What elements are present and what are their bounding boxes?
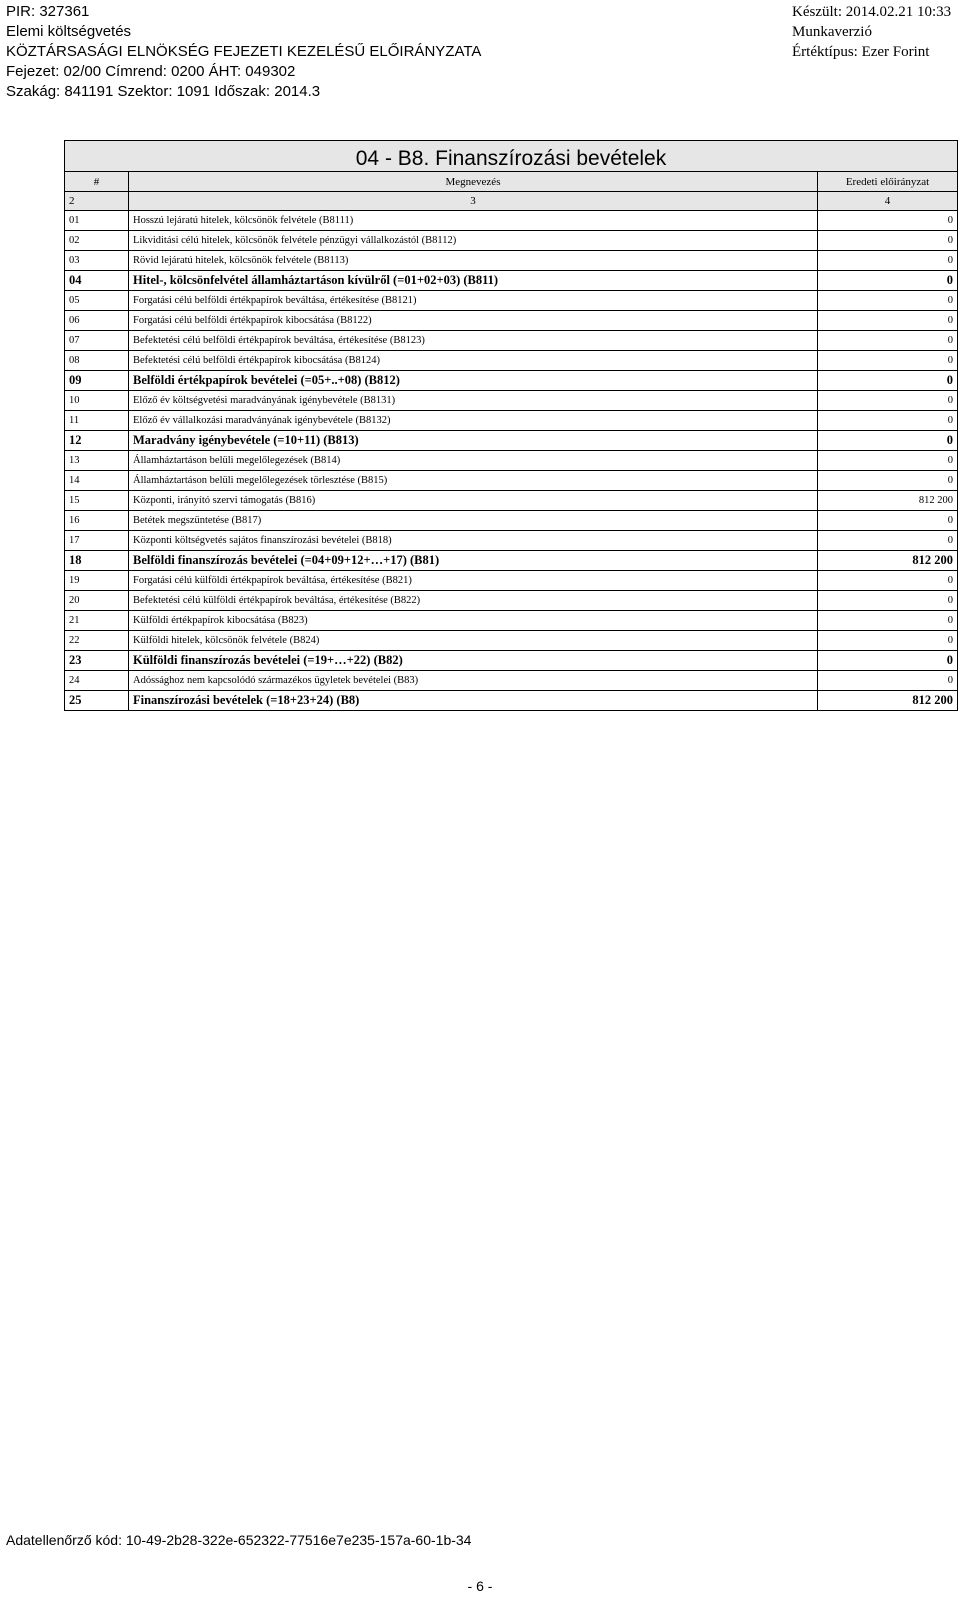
row-value: 0 — [818, 651, 958, 671]
row-name: Finanszírozási bevételek (=18+23+24) (B8) — [129, 691, 818, 711]
table-row — [65, 271, 958, 291]
row-number: 06 — [65, 311, 129, 331]
table-row — [65, 471, 958, 491]
report-header-right — [792, 2, 951, 62]
row-number: 07 — [65, 331, 129, 351]
column-header-name: Megnevezés — [129, 172, 818, 192]
table-row — [65, 391, 958, 411]
table-row — [65, 631, 958, 651]
table-row — [65, 571, 958, 591]
row-number: 12 — [65, 431, 129, 451]
row-name: Államháztartáson belüli megelőlegezések törlesztése (B815) — [129, 471, 818, 491]
row-value: 0 — [818, 231, 958, 251]
row-number: 09 — [65, 371, 129, 391]
row-number: 03 — [65, 251, 129, 271]
row-value: 0 — [818, 611, 958, 631]
validation-code: Adatellenőrző kód: 10-49-2b28-322e-652322-77516e7e235-157a-60-1b-34 — [6, 1532, 472, 1548]
row-value: 812 200 — [818, 691, 958, 711]
table-body — [65, 211, 958, 711]
table-row — [65, 331, 958, 351]
finance-revenue-table — [64, 140, 958, 711]
row-number: 14 — [65, 471, 129, 491]
row-name: Külföldi finanszírozás bevételei (=19+…+22) (B82) — [129, 651, 818, 671]
row-number: 05 — [65, 291, 129, 311]
row-value: 0 — [818, 671, 958, 691]
row-number: 15 — [65, 491, 129, 511]
row-number: 25 — [65, 691, 129, 711]
row-name: Külföldi értékpapírok kibocsátása (B823) — [129, 611, 818, 631]
table-row — [65, 231, 958, 251]
table-row — [65, 431, 958, 451]
report-header-left — [6, 2, 481, 102]
row-name: Betétek megszüntetése (B817) — [129, 511, 818, 531]
row-number: 11 — [65, 411, 129, 431]
row-value: 0 — [818, 331, 958, 351]
table-row — [65, 251, 958, 271]
row-name: Előző év vállalkozási maradványának igénybevétele (B8132) — [129, 411, 818, 431]
row-value: 0 — [818, 511, 958, 531]
row-number: 19 — [65, 571, 129, 591]
row-number: 16 — [65, 511, 129, 531]
table-row — [65, 371, 958, 391]
row-name: Likviditási célú hitelek, kölcsönök felvétele pénzügyi vállalkozástól (B8112) — [129, 231, 818, 251]
column-number-4: 4 — [818, 192, 958, 211]
table-title: 04 - B8. Finanszírozási bevételek — [65, 141, 958, 172]
row-value: 0 — [818, 631, 958, 651]
table-row — [65, 211, 958, 231]
row-name: Forgatási célú belföldi értékpapírok beváltása, értékesítése (B8121) — [129, 291, 818, 311]
row-value: 0 — [818, 451, 958, 471]
row-name: Előző év költségvetési maradványának igénybevétele (B8131) — [129, 391, 818, 411]
chapter-line: Fejezet: 02/00 Címrend: 0200 ÁHT: 049302 — [6, 63, 296, 80]
row-name: Maradvány igénybevétele (=10+11) (B813) — [129, 431, 818, 451]
row-number: 13 — [65, 451, 129, 471]
row-value: 0 — [818, 571, 958, 591]
value-type: Értéktípus: Ezer Forint — [792, 44, 930, 60]
table-row — [65, 491, 958, 511]
table-row — [65, 531, 958, 551]
table-row — [65, 451, 958, 471]
row-number: 17 — [65, 531, 129, 551]
row-name: Államháztartáson belüli megelőlegezések (B814) — [129, 451, 818, 471]
column-number-3: 3 — [129, 192, 818, 211]
column-number-row — [65, 192, 958, 211]
column-number-2: 2 — [65, 192, 129, 211]
row-name: Adóssághoz nem kapcsolódó származékos ügyletek bevételei (B83) — [129, 671, 818, 691]
row-value: 812 200 — [818, 491, 958, 511]
column-header-value: Eredeti előirányzat — [818, 172, 958, 192]
table-row — [65, 591, 958, 611]
row-value: 0 — [818, 211, 958, 231]
column-header-row — [65, 172, 958, 192]
row-number: 23 — [65, 651, 129, 671]
row-name: Befektetési célú belföldi értékpapírok beváltása, értékesítése (B8123) — [129, 331, 818, 351]
row-name: Befektetési célú belföldi értékpapírok kibocsátása (B8124) — [129, 351, 818, 371]
row-name: Forgatási célú belföldi értékpapírok kibocsátása (B8122) — [129, 311, 818, 331]
column-header-number: # — [65, 172, 129, 192]
row-value: 0 — [818, 411, 958, 431]
created-date: Készült: 2014.02.21 10:33 — [792, 4, 952, 20]
row-name: Befektetési célú külföldi értékpapírok beváltása, értékesítése (B822) — [129, 591, 818, 611]
row-name: Központi, irányító szervi támogatás (B816) — [129, 491, 818, 511]
row-number: 04 — [65, 271, 129, 291]
row-value: 0 — [818, 311, 958, 331]
row-name: Belföldi finanszírozás bevételei (=04+09+12+…+17) (B81) — [129, 551, 818, 571]
row-value: 812 200 — [818, 551, 958, 571]
row-number: 08 — [65, 351, 129, 371]
pir-line: PIR: 327361 — [6, 3, 90, 20]
table-row — [65, 651, 958, 671]
version-label: Munkaverzió — [792, 24, 872, 40]
row-value: 0 — [818, 371, 958, 391]
institution-line: KÖZTÁRSASÁGI ELNÖKSÉG FEJEZETI KEZELÉSŰ ELŐIRÁNYZATA — [6, 43, 482, 60]
row-name: Központi költségvetés sajátos finanszírozási bevételei (B818) — [129, 531, 818, 551]
table-row — [65, 311, 958, 331]
row-name: Belföldi értékpapírok bevételei (=05+..+08) (B812) — [129, 371, 818, 391]
row-value: 0 — [818, 391, 958, 411]
sector-line: Szakág: 841191 Szektor: 1091 Időszak: 2014.3 — [6, 83, 321, 100]
row-name: Rövid lejáratú hitelek, kölcsönök felvétele (B8113) — [129, 251, 818, 271]
budget-type-line: Elemi költségvetés — [6, 23, 132, 40]
row-name: Hitel-, kölcsönfelvétel államháztartáson kívülről (=01+02+03) (B811) — [129, 271, 818, 291]
row-value: 0 — [818, 351, 958, 371]
table-row — [65, 351, 958, 371]
table-row — [65, 691, 958, 711]
table-title-row — [65, 141, 958, 172]
row-number: 24 — [65, 671, 129, 691]
row-name: Külföldi hitelek, kölcsönök felvétele (B824) — [129, 631, 818, 651]
row-value: 0 — [818, 471, 958, 491]
row-number: 20 — [65, 591, 129, 611]
table-row — [65, 611, 958, 631]
row-number: 22 — [65, 631, 129, 651]
row-number: 10 — [65, 391, 129, 411]
row-value: 0 — [818, 291, 958, 311]
table-row — [65, 671, 958, 691]
table-row — [65, 291, 958, 311]
row-value: 0 — [818, 251, 958, 271]
row-name: Forgatási célú külföldi értékpapírok beváltása, értékesítése (B821) — [129, 571, 818, 591]
table-row — [65, 551, 958, 571]
row-value: 0 — [818, 431, 958, 451]
row-number: 21 — [65, 611, 129, 631]
row-number: 01 — [65, 211, 129, 231]
row-value: 0 — [818, 591, 958, 611]
row-value: 0 — [818, 531, 958, 551]
row-number: 02 — [65, 231, 129, 251]
row-number: 18 — [65, 551, 129, 571]
table-row — [65, 511, 958, 531]
table-row — [65, 411, 958, 431]
row-name: Hosszú lejáratú hitelek, kölcsönök felvétele (B8111) — [129, 211, 818, 231]
page-number: - 6 - — [467, 1578, 493, 1594]
row-value: 0 — [818, 271, 958, 291]
